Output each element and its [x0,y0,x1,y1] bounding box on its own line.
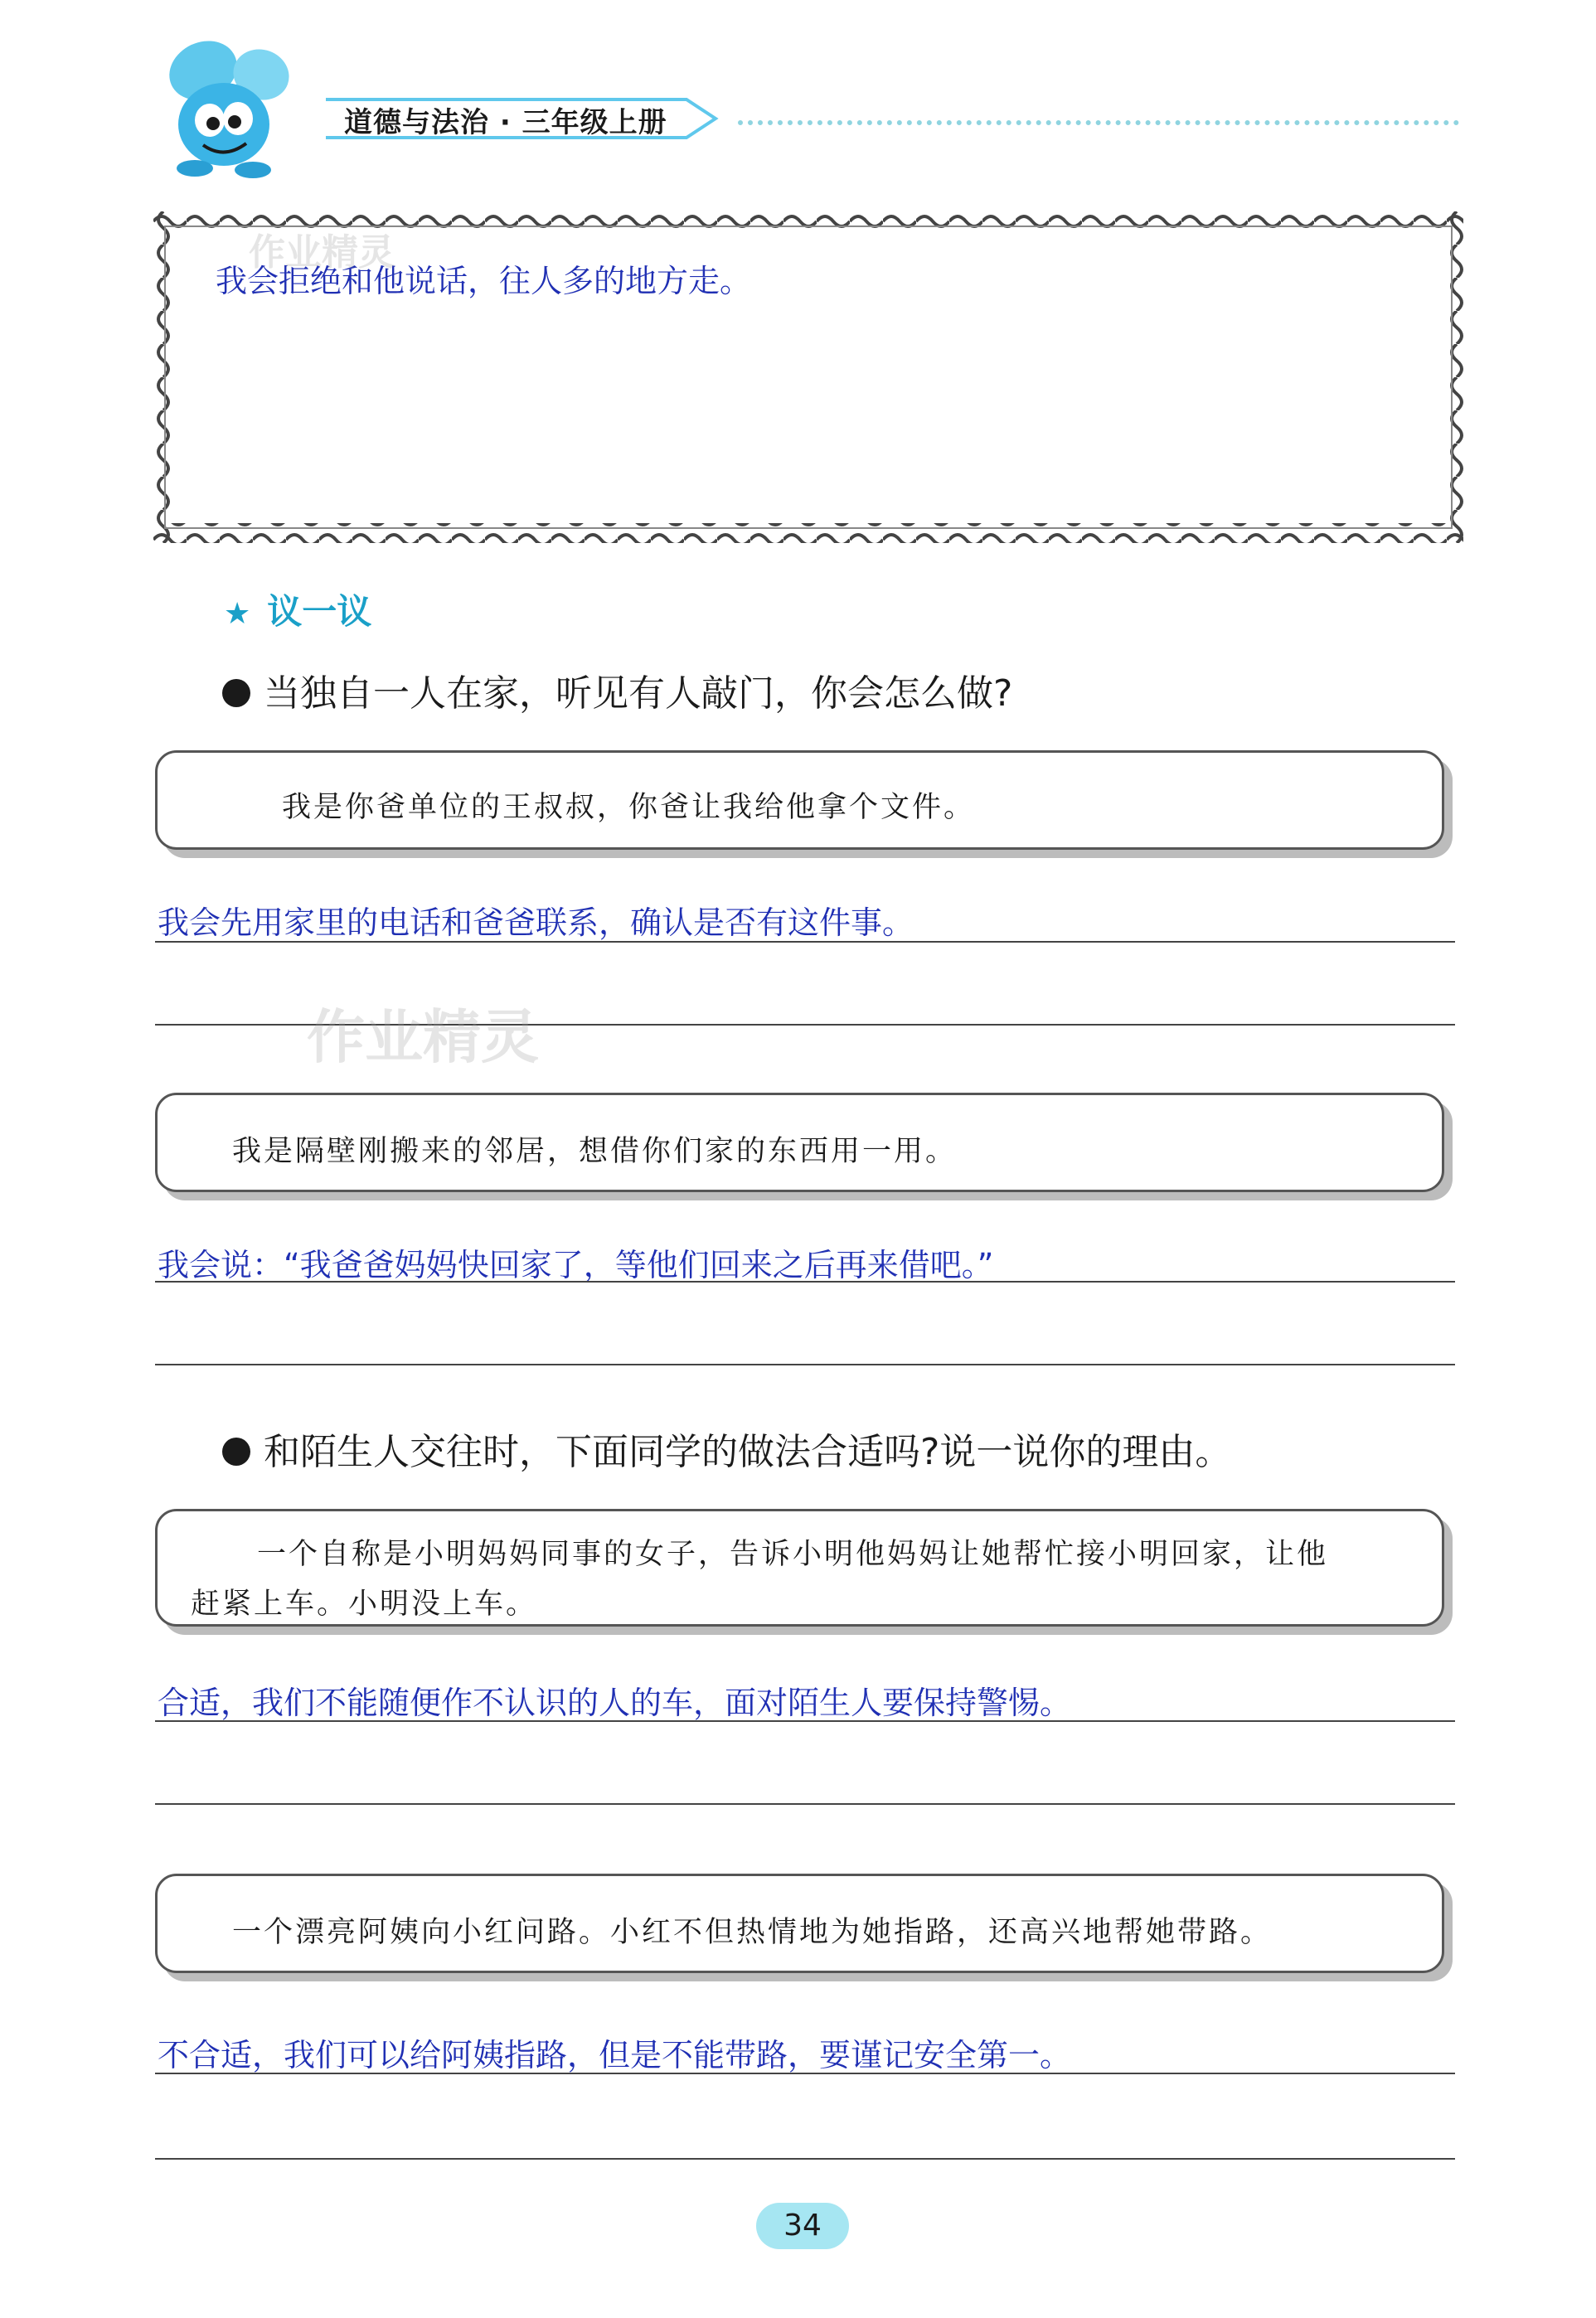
watermark: 作业精灵 [249,231,395,274]
answer-line [155,2073,1455,2074]
scenario-text-line-2: 赶紧上车。小明没上车。 [191,1588,538,1621]
frame-answer: 我会拒绝和他说话，往人多的地方走。 [216,263,752,299]
answer-line [155,1281,1455,1283]
scenario-text: 一个漂亮阿姨向小红问路。小红不但热情地为她指路，还高兴地帮她带路。 [232,1916,1273,1949]
scenario-text: 我是隔壁刚搬来的邻居，想借你们家的东西用一用。 [232,1135,958,1168]
scenario-bubble-1 [155,750,1444,850]
scenario-answer-1: 我会先用家里的电话和爸爸联系，确认是否有这件事。 [158,904,914,941]
watermark: 作业精灵 [307,1003,539,1071]
bullet-icon [222,679,250,707]
answer-line [155,1364,1455,1365]
scenario-answer-4: 不合适，我们可以给阿姨指路，但是不能带路，要谨记安全第一。 [158,2037,1072,2073]
scenario-text-line-1: 一个自称是小明妈妈同事的女子，告诉小明他妈妈让她帮忙接小明回家，让他 [257,1538,1329,1571]
bullet-icon [222,1438,250,1466]
scenario-answer-2: 我会说：“我爸爸妈妈快回家了，等他们回来之后再来借吧。” [158,1247,994,1283]
scenario-text: 我是你爸单位的王叔叔，你爸让我给他拿个文件。 [282,791,976,824]
question-2-prompt: 和陌生人交往时，下面同学的做法合适吗?说一说你的理由。 [264,1431,1232,1473]
scenario-answer-3: 合适，我们不能随便作不认识的人的车，面对陌生人要保持警惕。 [158,1685,1072,1721]
mascot-icon [145,29,311,187]
scenario-bubble-2 [155,1093,1444,1192]
section-heading-text: 议一议 [267,591,372,632]
answer-line [155,2158,1455,2160]
question-1 [222,663,1012,716]
scenario-bubble-4 [155,1874,1444,1973]
header-dotted-line [738,120,1459,125]
question-1-prompt: 当独自一人在家，听见有人敲门，你会怎么做? [264,672,1013,715]
answer-line [155,1803,1455,1805]
page-number: 34 [756,2203,849,2249]
answer-line [155,941,1455,943]
question-2 [222,1422,1231,1475]
header-title: 道德与法治 · 三年级上册 [344,106,667,139]
answer-line [155,1720,1455,1722]
section-heading [224,584,371,634]
star-icon: ★ [224,597,251,631]
scenario-bubble-3 [155,1509,1444,1627]
